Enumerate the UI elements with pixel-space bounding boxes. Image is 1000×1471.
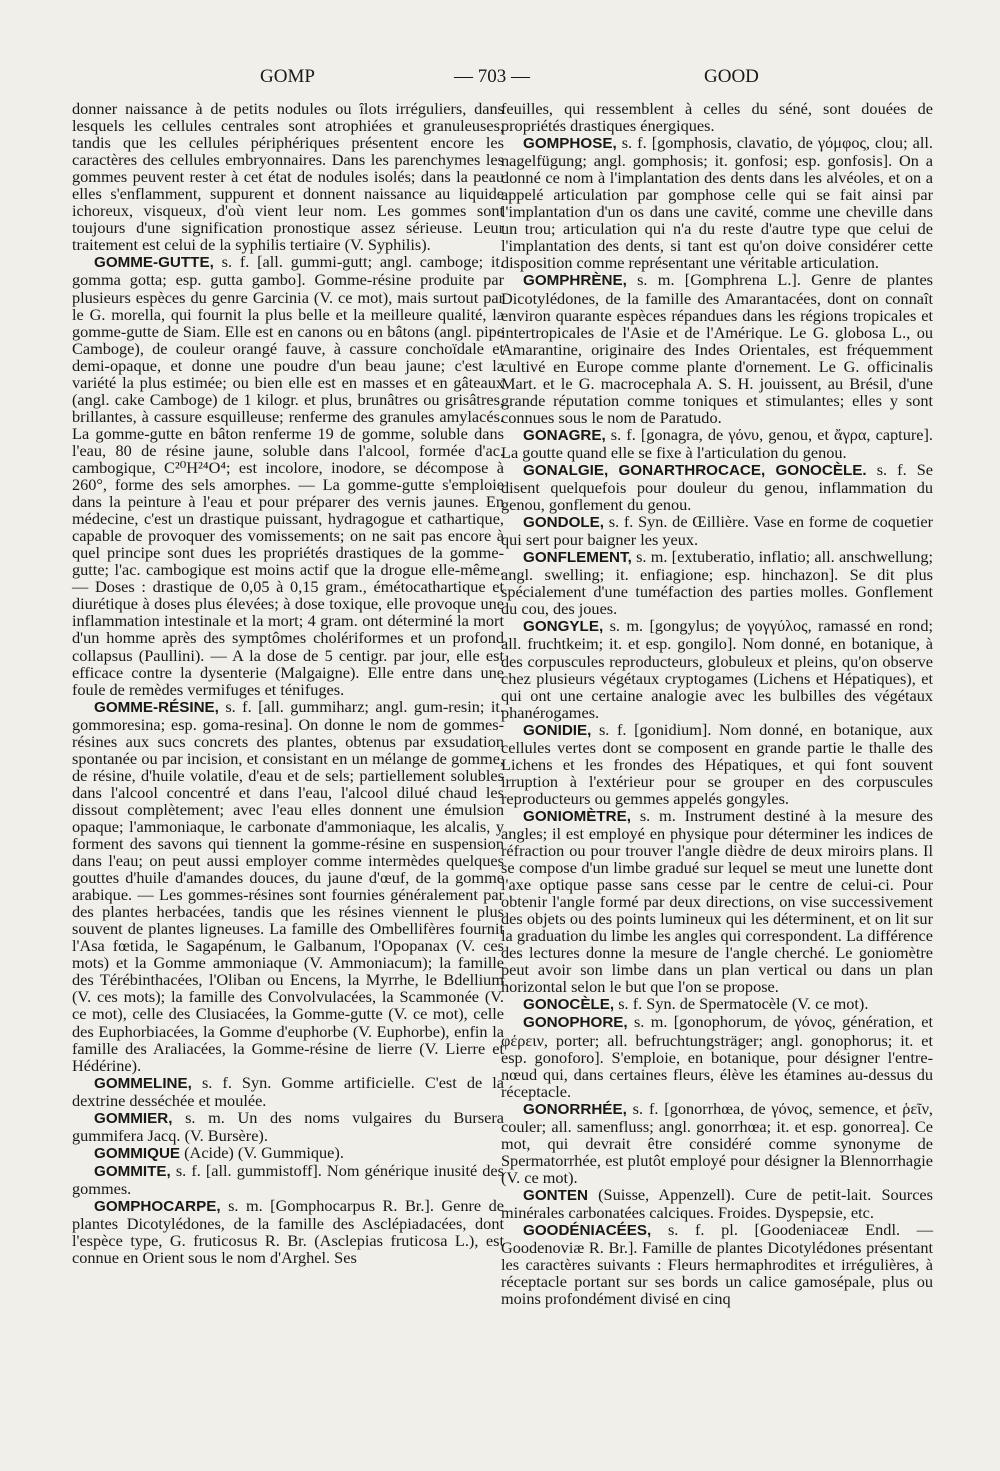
- entry-headword: GOMMIER,: [94, 1109, 173, 1127]
- entry-text: s. m. Instrument destiné à la mesure des angles; il est employé en physique pour déterminer les indices de réfraction ou pour trouver l'angle dièdre de deux miroirs plans. Il se compose d'un limbe gradué sur lequel se meut une lunette dont l'axe optique passe sans cesse par le centre de celui-ci. Pour obtenir l'angle formé par deux directions, on vise successivement des objets ou des points lumineux qui les déterminent, et on lit sur la graduation du limbe les angles qui correspondent. La différence des lectures donne la mesure de l'angle cherché. Le goniomètre peut avoir son limbe dans un plan vertical ou dans un plan horizontal selon le but que l'on se propose.: [501, 805, 933, 997]
- header-right-guideword: GOOD: [704, 66, 759, 87]
- right-column: [501, 100, 933, 1307]
- entry-headword: GONTEN: [523, 1186, 588, 1204]
- page-number: — 703 —: [454, 66, 530, 87]
- entry-headword: GONORRHÉE,: [523, 1100, 627, 1118]
- entry-text: donner naissance à de petits nodules ou îlots irréguliers, dans lesquels les cellules centrales sont atrophiées et granuleuses, tandis que les cellules périphériques présentent encore les caractères des cellules embryonnaires. Dans les parenchymes les gommes peuvent rester à cet état de nodules isolés; dans la peau elles s'enflamment, suppurent et donnent naissance au liquide ichoreux, visqueux, d'où vient leur nom. Les gommes sont toujours d'une signification pronostique assez sérieuse. Leur traitement est celui de la syphilis tertiaire (V. Syphilis).: [72, 99, 504, 255]
- entry: [72, 1162, 504, 1197]
- entry: [501, 1221, 933, 1307]
- entry-text: s. f. pl. [Goodeniaceæ Endl. — Goodenoviæ R. Br.]. Famille de plantes Dicotylédones présentant les caractères suivants : Fleurs hermaphrodites et irrégulières, à réceptacle portant sur ses bords un calice gamosépale, plus ou moins profondément divisé en cinq: [501, 1220, 933, 1309]
- entry-text: s. f. [gomphosis, clavatio, de γόμφος, clou; all. nagelfügung; angl. gomphosis; it. gonfosi; esp. gonfosis]. On a donné ce nom à l'implantation des dents dans les alvéoles, et on a appelé articulation par gomphose celle qui se fait ainsi par l'implantation d'un os dans une cavité, comme une cheville dans un trou; articulation qui n'a du reste d'autre type que celui de l'implantation des dents, si tant est qu'on doive considérer cette disposition comme représentant une véritable articulation.: [501, 133, 933, 273]
- entry-text: s. f. [all. gummistoff]. Nom générique inusité des gommes.: [72, 1160, 504, 1198]
- entry: [72, 253, 504, 697]
- entry: [501, 1100, 933, 1186]
- entry-headword: GONFLEMENT,: [523, 549, 632, 567]
- entry-headword: GOMMELINE,: [94, 1074, 192, 1092]
- entry: [72, 698, 504, 1074]
- entry-text: s. f. Se disent quelquefois pour douleur du genou, inflammation du genou, gonflement du genou.: [501, 459, 934, 515]
- entry-headword: GOMPHOCARPE,: [94, 1198, 221, 1215]
- left-column: [72, 100, 504, 1266]
- entry: [501, 426, 933, 461]
- entry-headword: GONOCÈLE,: [523, 996, 615, 1014]
- entry: [501, 134, 933, 271]
- entry: [501, 513, 933, 548]
- entry-headword: GOMPHRÈNE,: [523, 272, 627, 290]
- entry-headword: GOODÉNIACÉES,: [523, 1222, 652, 1240]
- entry-text: feuilles, qui ressemblent à celles du séné, sont douées de propriétés drastiques énergiques.: [501, 99, 933, 136]
- entry: [72, 1074, 504, 1109]
- entry-headword: GONALGIE, GONARTHROCACE, GONOCÈLE.: [523, 461, 867, 479]
- entry: [501, 995, 933, 1013]
- entry: [501, 548, 933, 617]
- entry-text: s. m. [Gomphocarpus R. Br.]. Genre de plantes Dicotylédones, de la famille des Asclépiadacées, dont l'espèce type, G. fruticosus R. Br. (Asclepias fruticosa L.), est connue en Orient sous le nom d'Arghel. Ses: [72, 1196, 504, 1268]
- entry-headword: GONAGRE,: [523, 426, 606, 444]
- entry-text: s. f. [all. gummiharz; angl. gum-resin; it. gommoresina; esp. goma-resina]. On donne le nom de gommes-résines aux sucs concrets des plantes, obtenus par exsudation spontanée ou par incision, et consistant en un mélange de gomme, de résine, d'huile volatile, d'eau et de sels; partiellement solubles dans l'alcool concentré et dans l'eau, l'alcool dilué chaud les dissout complètement; avec l'eau elles donnent une émulsion opaque; l'ammoniaque, le carbonate d'ammoniaque, les alcalis, y forment des savons qui tiennent la gomme-résine en suspension dans l'eau; on peut aussi employer comme intermèdes quelques gouttes d'huile d'amandes douces, du jaune d'œuf, de la gomme arabique. — Les gommes-résines sont fournies généralement par des plantes herbacées, tandis que les résines viennent le plus souvent de plantes ligneuses. La famille des Ombellifères fournit l'Asa fœtida, le Sagapénum, le Galbanum, l'Opopanax (V. ces mots) et la Gomme ammoniaque (V. Ammoniacum); la famille des Térébinthacées, l'Oliban ou Encens, la Myrrhe, le Bdellium (V. ces mots); la famille des Convolvulacées, la Scammonée (V. ce mot), celle des Clusiacées, la Gomme-gutte (V. ce mot), celle des Euphorbiacées, la Gomme d'euphorbe (V. Euphorbe), enfin la famille des Araliacées, la Gomme-résine de lierre (V. Lierre et Hédérine).: [72, 696, 504, 1075]
- running-header: [70, 66, 932, 92]
- entry: [501, 1186, 933, 1221]
- entry-headword: GONOPHORE,: [523, 1014, 628, 1032]
- header-left-guideword: GOMP: [260, 66, 315, 87]
- entry-headword: GOMMIQUE: [94, 1144, 181, 1162]
- entry-text: s. m. [gonophorum, de γόνος, génération, et φέρειν, porter; all. befruchtungsträger; angl. gonophorus; it. et esp. gonoforo]. S'emploie, en botanique, pour désigner l'entre-nœud qui, dans certaines fleurs, élève les étamines au-dessus du réceptacle.: [501, 1012, 933, 1101]
- entry-text: (Acide) (V. Gummique).: [184, 1142, 344, 1162]
- entry-continuation: [72, 100, 504, 253]
- entry: [501, 271, 933, 425]
- entry-text: s. m. [gongylus; de γογγύλος, ramassé en rond; all. fruchtkeim; it. et esp. gongilo]. Nom donné, en botanique, à des corpuscules reproducteurs, globuleux et pleins, qu'on observe chez plusieurs végétaux cryptogames (Lichens et Hépatiques), et qui ont une certaine analogie avec les bulbilles des végétaux phanérogames.: [501, 616, 933, 722]
- entry-text: s. m. [Gomphrena L.]. Genre de plantes Dicotylédones, de la famille des Amarantacées, dont on connaît environ quarante espèces répandues dans les régions tropicales et intertropicales de l'Asie et de l'Amérique. Le G. globosa L., ou Amarantine, originaire des Indes Orientales, est fréquemment cultivé en Europe comme plante d'ornement. Le G. officinalis Mart. et le G. macrocephala A. S. H. jouissent, au Brésil, d'une grande réputation comme toniques et stimulantes; elles y sont connues sous le nom de Paratudo.: [501, 270, 934, 427]
- entry: [72, 1144, 504, 1162]
- entry-headword: GOMME-GUTTE,: [94, 254, 214, 272]
- entry: [72, 1197, 504, 1266]
- entry: [501, 721, 933, 807]
- entry-text: s. f. Syn. de Spermatocèle (V. ce mot).: [618, 994, 869, 1014]
- entry: [501, 461, 933, 513]
- entry-text: s. f. [gonagra, de γόνυ, genou, et ἄγρα, capture]. La goutte quand elle se fixe à l'articulation du genou.: [501, 424, 933, 462]
- entry-headword: GOMPHOSE,: [523, 135, 617, 153]
- entry-text: s. f. Syn. de Œillière. Vase en forme de coquetier qui sert pour baigner les yeux.: [501, 512, 933, 550]
- entry-headword: GONIOMÈTRE,: [523, 807, 632, 825]
- entry-text: s. f. [all. gummi-gutt; angl. camboge; it. gomma gotta; esp. gutta gambo]. Gomme-résine produite par plusieurs espèces du genre Garcinia (V. ce mot), mais surtout par le G. morella, qui fournit la plus belle et la meilleure qualité, la gomme-gutte de Siam. Elle est en canons ou en bâtons (angl. pipe Camboge), de couleur orangé fauve, à cassure conchoïdale et demi-opaque, et donne une poudre d'un beau jaune; c'est la variété la plus estimée; ou bien elle est en masses et en gâteaux (angl. cake Camboge) de 1 kilogr. et plus, brunâtres ou grisâtres, brillantes, à cassure esquilleuse; renferme des granules amylacés. La gomme-gutte en bâton renferme 19 de gomme, soluble dans l'eau, 80 de résine jaune, soluble dans l'alcool, formée d'ac. cambogique, C²⁰H²⁴O⁴; est incolore, inodore, se décompose à 260°, forme des sels amorphes. — La gomme-gutte s'emploie dans la peinture à l'eau et pour préparer des vernis jaunes. En médecine, c'est un drastique puissant, hydragogue et cathartique, capable de provoquer des vomissements; on ne sait pas encore à quel principe sont dues les propriétés drastiques de la gomme-gutte; l'ac. cambogique est moins actif que la drogue elle-même. — Doses : drastique de 0,05 à 0,15 gram., émétocathartique et diurétique à doses plus élevées; à dose toxique, elle provoque une inflammation intestinale et la mort; 4 gram. ont déterminé la mort d'un homme après des symptômes cholériformes et un profond collapsus (Paullini). — A la dose de 5 centigr. par jour, elle est efficace contre la dysenterie (Malgaigne). Elle entre dans une foule de remèdes vermifuges et ténifuges.: [72, 252, 505, 699]
- entry-headword: GOMMITE,: [94, 1162, 171, 1180]
- entry-text: s. m. [extuberatio, inflatio; all. anschwellung; angl. swelling; it. enfiagione; esp. hinchazon]. Se dit plus spécialement d'une tuméfaction des parties molles. Gonflement du cou, des joues.: [501, 547, 934, 619]
- entry-text: (Suisse, Appenzell). Cure de petit-lait. Sources minérales carbonatées calciques. Froides. Dyspepsie, etc.: [501, 1184, 933, 1222]
- entry-headword: GONDOLE,: [523, 514, 605, 532]
- entry: [501, 1013, 933, 1099]
- entry-text: s. f. [gonorrhœa, de γόνος, semence, et ῥεῖν, couler; all. samenfluss; angl. gonorrhœa; it. et esp. gonorrea]. Ce mot, qui devrait être considéré comme synonyme de Spermatorrhée, est plutôt employé pour désigner la Blennorrhagie (V. ce mot).: [501, 1098, 933, 1187]
- entry-headword: GONGYLE,: [523, 618, 604, 636]
- entry-text: s. f. Syn. Gomme artificielle. C'est de la dextrine desséchée et moulée.: [72, 1072, 504, 1110]
- entry-continuation: [501, 100, 933, 134]
- entry-headword: GOMME-RÉSINE,: [94, 698, 219, 716]
- entry-text: s. m. Un des noms vulgaires du Bursera gummifera Jacq. (V. Bursère).: [72, 1107, 505, 1145]
- entry: [72, 1109, 504, 1144]
- entry-text: s. f. [gonidium]. Nom donné, en botanique, aux cellules vertes dont se composent en grande partie le thalle des Lichens et les frondes des Hépatiques, et qui font souvent irruption à l'extérieur pour se grouper en des corpuscules reproducteurs ou gemmes appelés gongyles.: [501, 719, 933, 808]
- entry-headword: GONIDIE,: [523, 721, 592, 739]
- entry: [501, 617, 933, 720]
- entry: [501, 807, 933, 996]
